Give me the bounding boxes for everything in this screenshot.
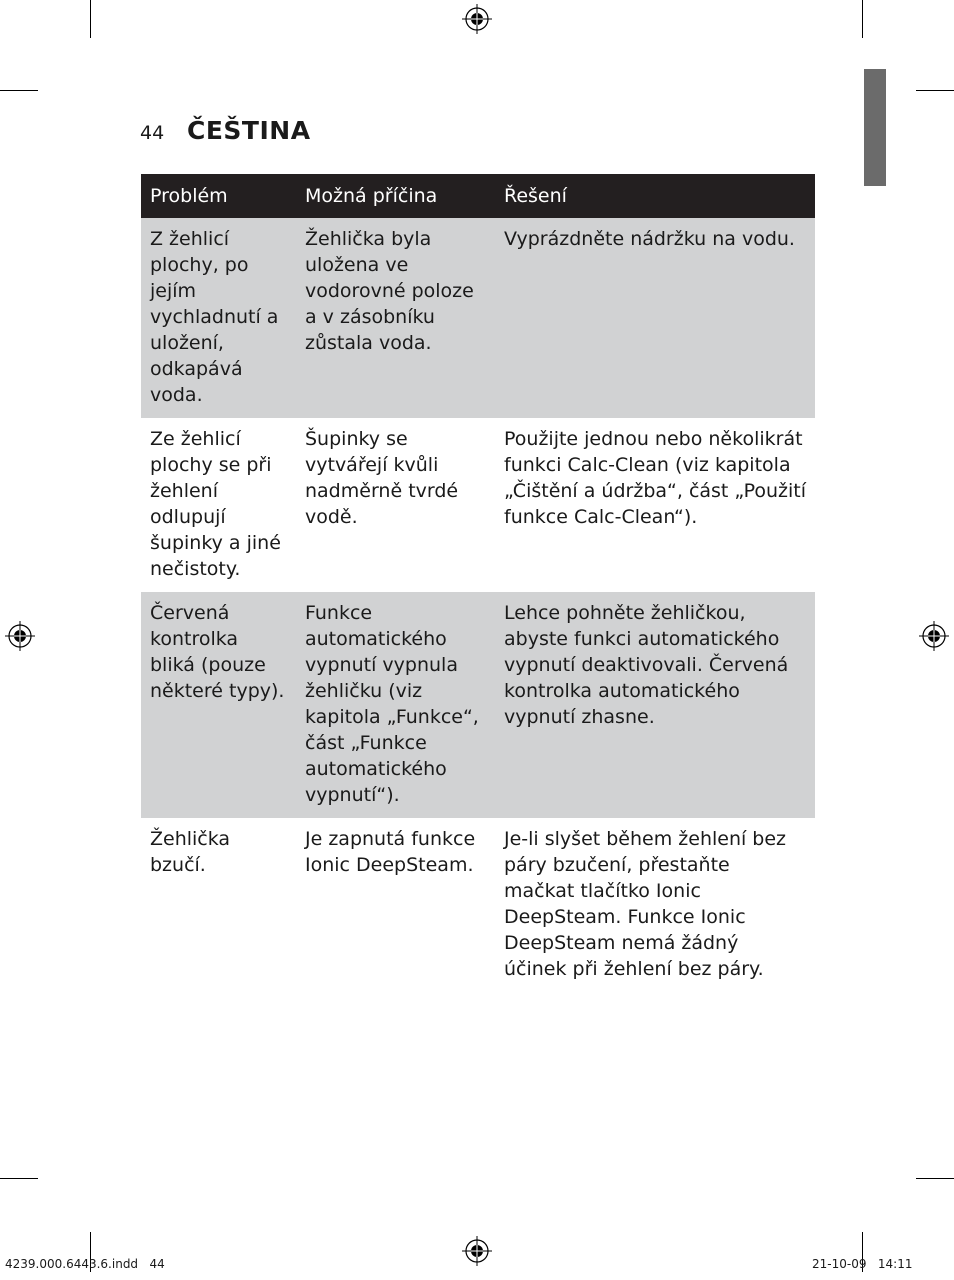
cause-cell: Funkce automatického vypnutí vypnula žehličku (viz kapitola „Funkce“, část „Funkce automatického vypnutí“). <box>296 592 495 818</box>
table-header-row <box>141 174 815 218</box>
page-number: 44 <box>140 122 165 144</box>
cause-cell: Žehlička byla uložena ve vodorovné poloze a v zásobníku zůstala voda. <box>296 218 495 418</box>
cause-cell: Je zapnutá funkce Ionic DeepSteam. <box>305 828 476 876</box>
crop-mark <box>0 90 38 91</box>
crop-mark <box>0 1178 38 1179</box>
cause-cell: Šupinky se vytvářejí kvůli nadměrně tvrdé vodě. <box>305 428 459 528</box>
column-header-solution: Řešení <box>495 174 815 218</box>
registration-mark-icon <box>462 1236 492 1266</box>
page-title: ČEŠTINA <box>187 116 311 145</box>
registration-mark-icon <box>5 621 35 651</box>
troubleshooting-table <box>141 174 815 992</box>
table-row <box>141 218 815 418</box>
solution-cell: Vyprázdněte nádržku na vodu. <box>495 218 815 418</box>
solution-cell: Je-li slyšet během žehlení bez páry bzučení, přestaňte mačkat tlačítko Ionic DeepSteam. Funkce Ionic DeepSteam nemá žádný účinek při žehlení bez páry. <box>504 828 787 980</box>
registration-mark-icon <box>462 4 492 34</box>
problem-cell: Červená kontrolka bliká (pouze některé typy). <box>141 592 296 818</box>
table-row <box>141 818 815 992</box>
crop-mark <box>916 1178 954 1179</box>
table-row <box>141 592 815 818</box>
problem-cell: Ze žehlicí plochy se při žehlení odlupují šupinky a jiné nečistoty. <box>150 428 281 580</box>
table-row <box>141 418 815 592</box>
problem-cell: Žehlička bzučí. <box>150 828 231 876</box>
problem-cell: Z žehlicí plochy, po jejím vychladnutí a uložení, odkapává voda. <box>141 218 296 418</box>
crop-mark <box>916 90 954 91</box>
solution-cell: Použijte jednou nebo několikrát funkci Calc-Clean (viz kapitola „Čištění a údržba“, část „Použití funkce Calc-Clean“). <box>504 428 807 528</box>
column-header-problem: Problém <box>141 174 296 218</box>
thumb-tab <box>864 69 886 186</box>
footer-date-time: 21-10-09 14:11 <box>812 1257 913 1271</box>
crop-mark <box>862 0 863 38</box>
registration-mark-icon <box>919 621 949 651</box>
column-header-cause: Možná příčina <box>296 174 495 218</box>
footer-file-info: 4239.000.6443.6.indd 44 <box>5 1257 165 1271</box>
crop-mark <box>90 0 91 38</box>
solution-cell: Lehce pohněte žehličkou, abyste funkci automatického vypnutí deaktivovali. Červená kontrolka automatického vypnutí zhasne. <box>495 592 815 818</box>
